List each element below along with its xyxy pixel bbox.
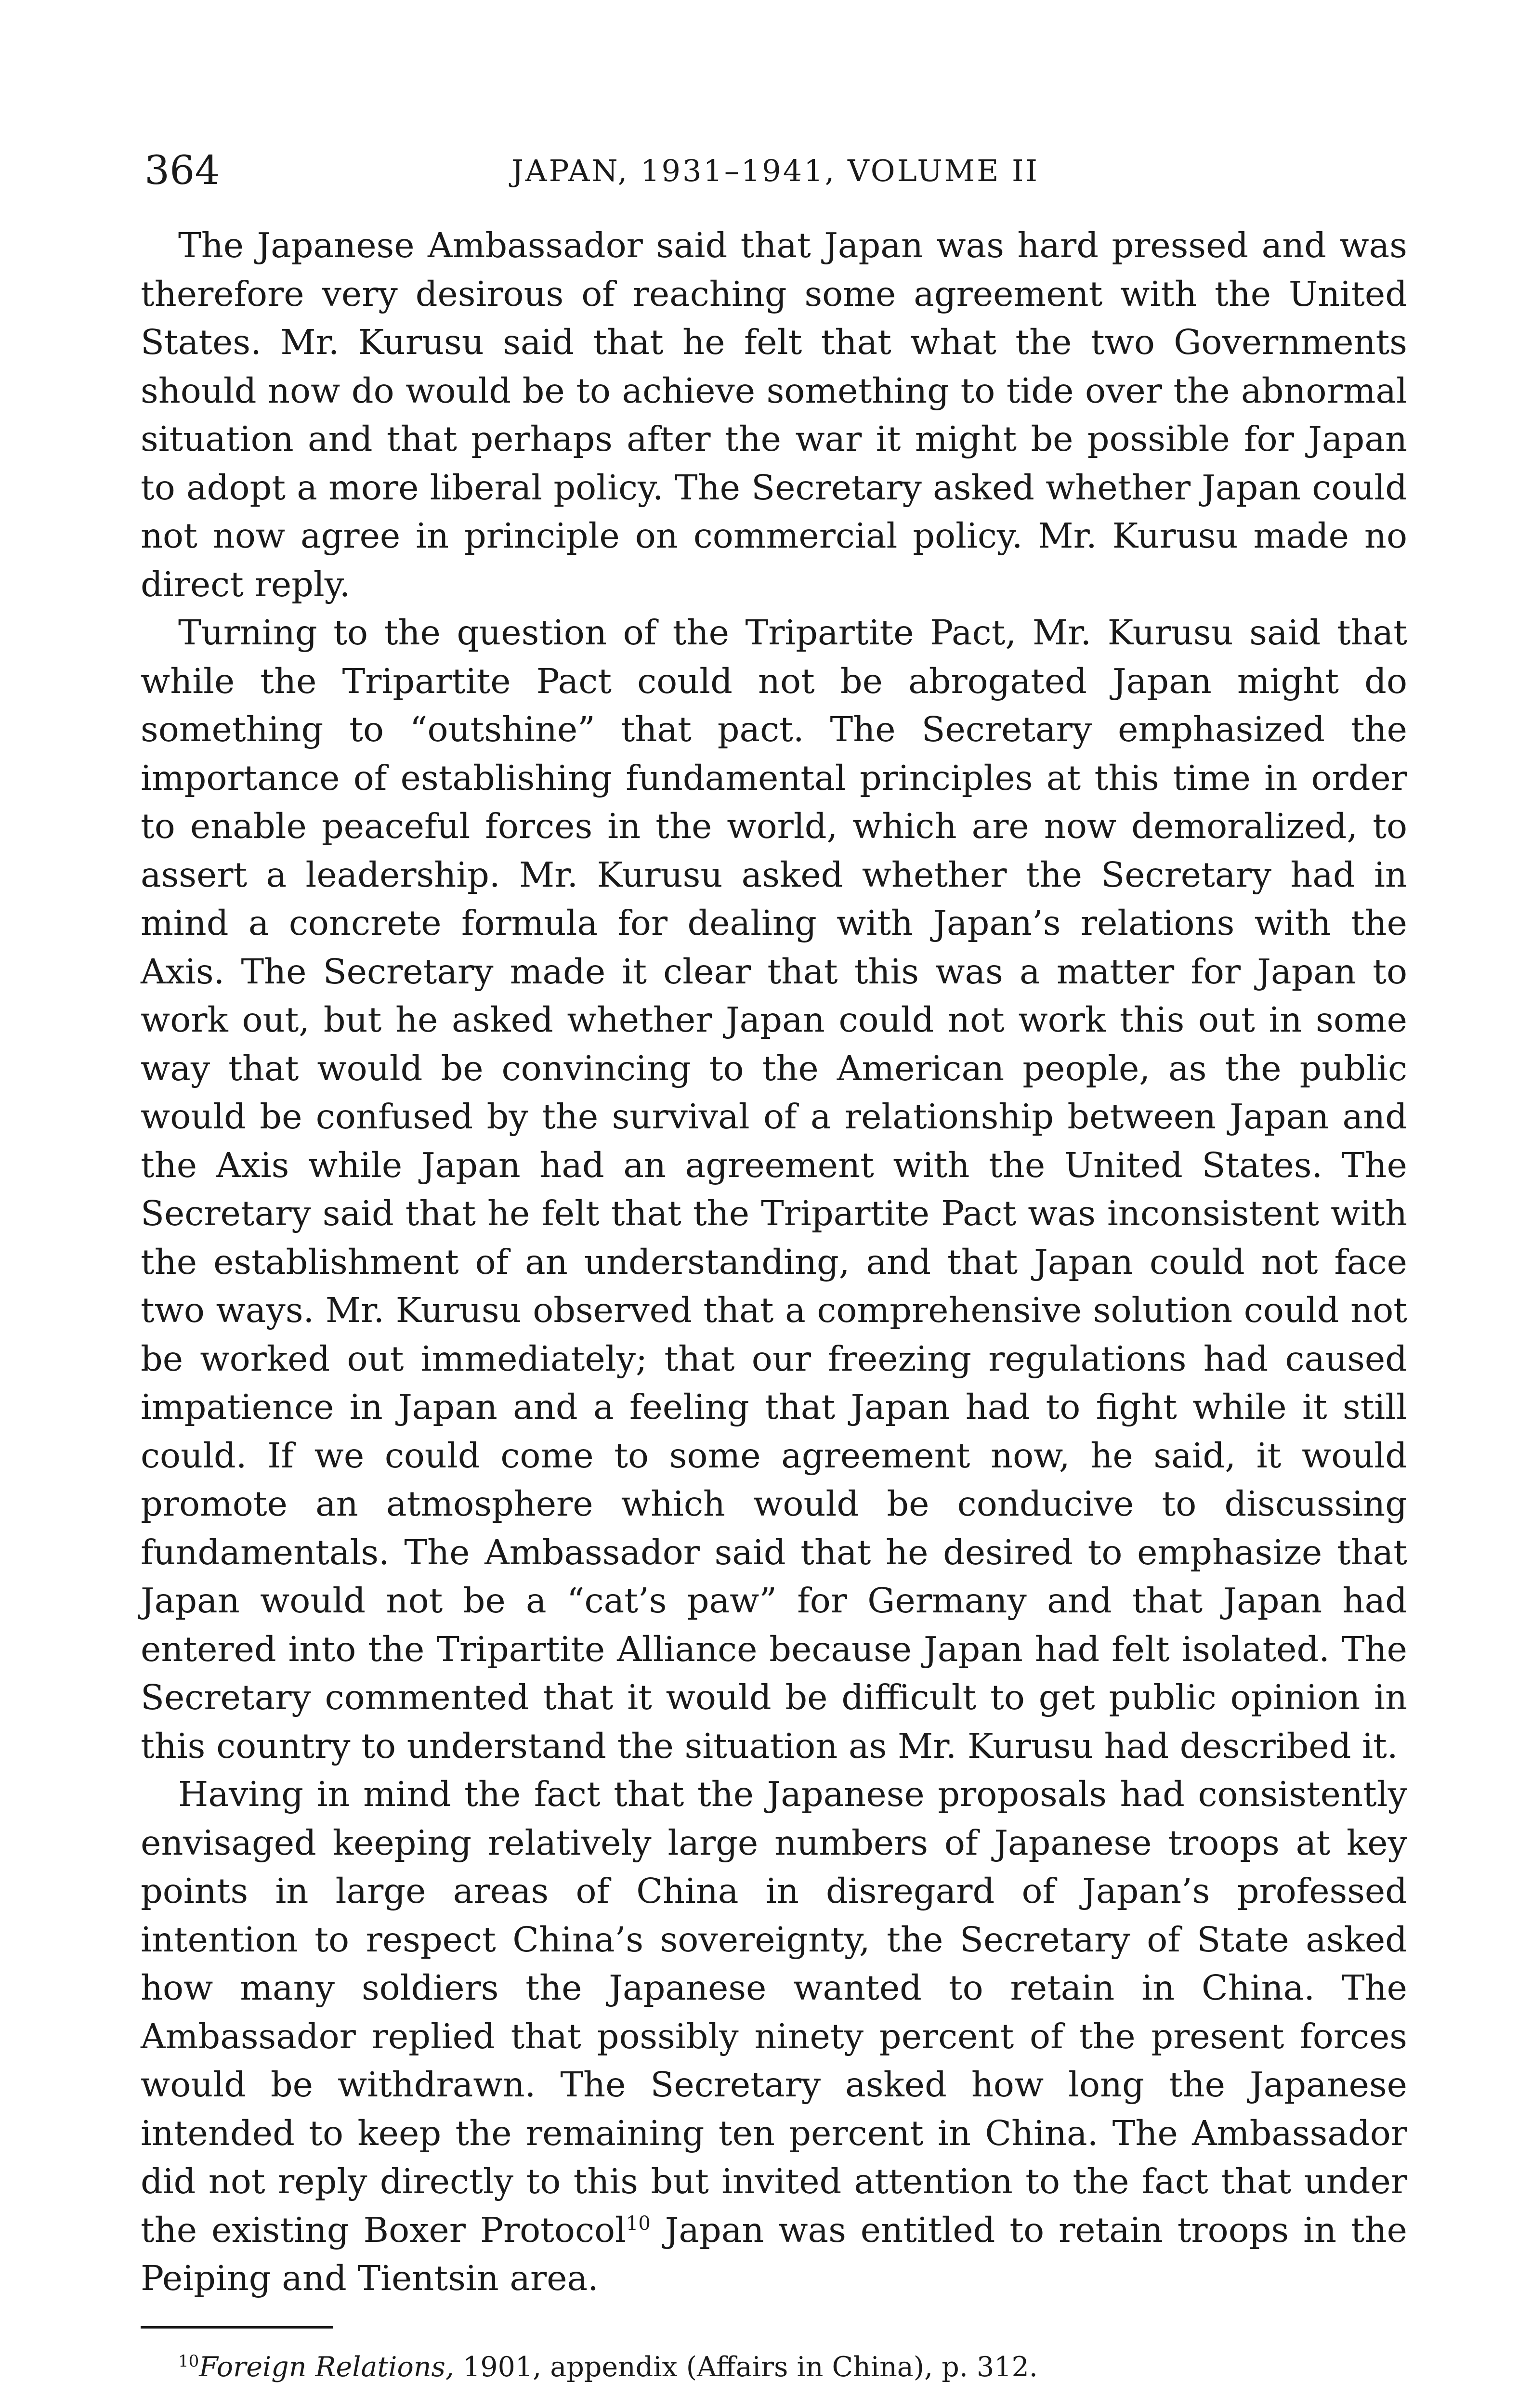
paragraph-2: Turning to the question of the Tripartite Pact, Mr. Kurusu said that while the Tripartite Pact could not be abrogated Japan might do something to “outshine” that pact. The Secretary emphasized the importance of establishing fundamental principles at this time in order to enable peaceful forces in the world, which are now demoralized, to assert a leadership. Mr. Kurusu asked whether the Secretary had in mind a concrete formula for dealing with Japan’s relations with the Axis. The Secretary made it clear that this was a matter for Japan to work out, but he asked whether Japan could not work this out in some way that would be convincing to the American people, as the public would be confused by the survival of a relationship between Japan and the Axis while Japan had an agreement with the United States. The Secretary said that he felt that the Tripartite Pact was inconsistent with the establishment of an understanding, and that Japan could not face two ways. Mr. Kurusu observed that a comprehensive solution could not be worked out immediately; that our freezing regulations had caused impatience in Japan and a feeling that Japan had to fight while it still could. If we could come to some agreement now, he said, it would promote an atmosphere which would be conducive to discussing fundamentals. The Ambassador said that he desired to emphasize that Japan would not be a “cat’s paw” for Germany and that Japan had entered into the Tripartite Alliance because Japan had felt isolated. The Secretary commented that it would be difficult to get public opinion in this country to understand the situation as Mr. Kurusu had described it. bbox=[141, 613, 1407, 1766]
footnote-source: Foreign Relations, bbox=[199, 2351, 454, 2383]
footnote-citation: 1901, appendix (Affairs in China), p. 312. bbox=[454, 2351, 1038, 2383]
paragraph-3-text-after-ref: Japan was entitled to retain troops in the Peiping and Tientsin area. bbox=[141, 2210, 1407, 2298]
running-head bbox=[144, 144, 1406, 197]
body-text bbox=[141, 222, 1407, 2303]
footnote bbox=[141, 2345, 1407, 2389]
paragraph-3-text-before-ref: Having in mind the fact that the Japanese proposals had consistently envisaged keeping relatively large numbers of Japanese troops at key points in large areas of China in disregard of Japan’s professed intention to respect China’s sovereignty, the Secretary of State asked how many soldiers the Japanese wanted to retain in China. The Ambassador replied that possibly ninety percent of the present forces would be withdrawn. The Secretary asked how long the Japanese intended to keep the remaining ten percent in China. The Ambassador did not reply directly to this but invited attention to the fact that under the existing Boxer Protocol bbox=[141, 1774, 1407, 2250]
footnote-reference: 10 bbox=[626, 2212, 651, 2235]
footnote-mark: 10 bbox=[178, 2352, 199, 2371]
paragraph-1: The Japanese Ambassador said that Japan was hard pressed and was therefore very desirous of reaching some agreement with the United States. Mr. Kurusu said that he felt that what the two Governments should now do would be to achieve something to tide over the abnormal situation and that perhaps after the war it might be possible for Japan to adopt a more liberal policy. The Secretary asked whether Japan could not now agree in principle on commercial policy. Mr. Kurusu made no direct reply. bbox=[141, 225, 1407, 604]
running-title: JAPAN, 1931–1941, VOLUME II bbox=[511, 153, 1040, 188]
paragraph-3 bbox=[141, 1770, 1407, 2303]
page-number: 364 bbox=[144, 148, 220, 194]
footnote-rule bbox=[141, 2326, 333, 2329]
